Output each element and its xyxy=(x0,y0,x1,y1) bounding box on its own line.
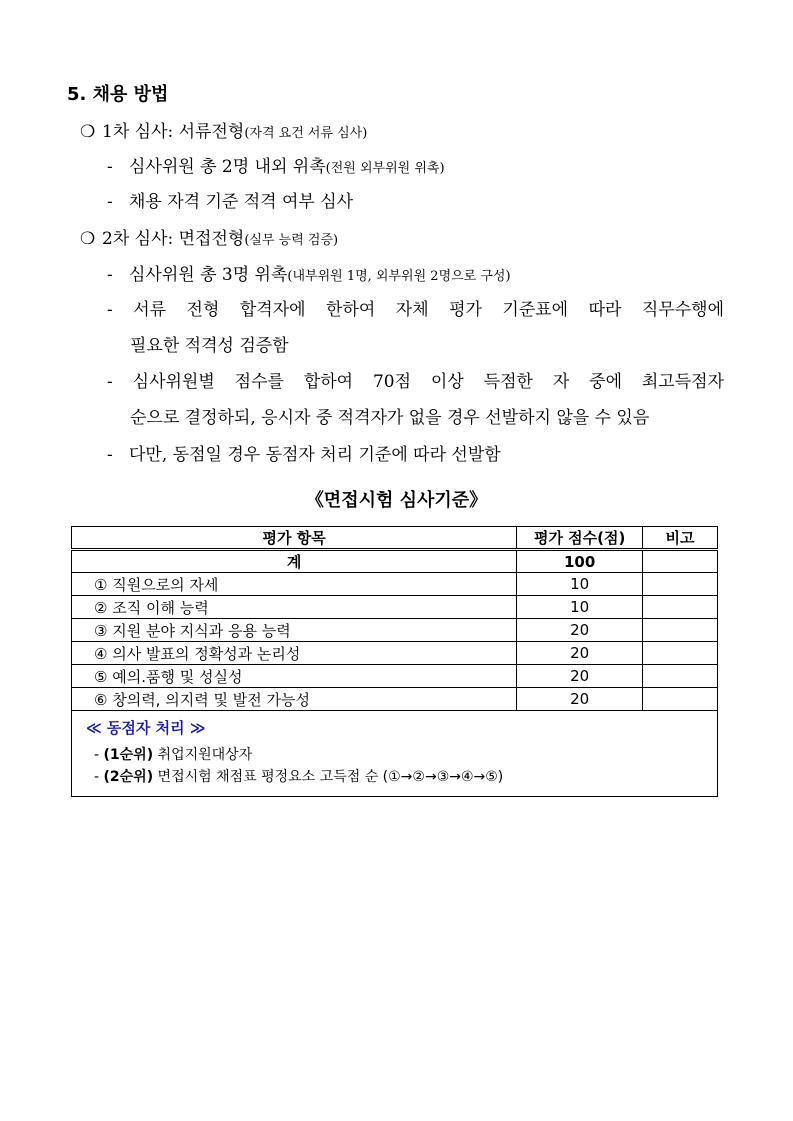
header-note: 비고 xyxy=(643,527,718,550)
stage2-label: 2차 심사: 면접전형 xyxy=(102,229,245,249)
note-cell xyxy=(643,596,718,619)
note-cell xyxy=(643,642,718,665)
note-cell xyxy=(643,619,718,642)
list-item: - 채용 자격 기준 적격 여부 심사 xyxy=(107,192,354,212)
dash-bullet: - xyxy=(107,445,113,465)
header-score: 평가 점수(점) xyxy=(517,527,643,550)
table-title: 《면접시험 심사기준》 xyxy=(305,490,488,511)
note-cell xyxy=(643,550,718,573)
dash-bullet: - xyxy=(107,157,113,177)
tie-rule-1: - (1순위) 취업지원대상자 xyxy=(94,747,253,763)
list-item: - 심사위원 총 2명 내외 위촉(전원 외부위원 위촉) xyxy=(107,157,445,177)
criteria-table xyxy=(71,526,718,797)
dash-bullet: - xyxy=(107,265,113,285)
table-row: ⑤ 예의.품행 및 성실성 20 xyxy=(72,665,718,688)
list-item: - 심사위원별 점수를 합하여 70점 이상 득점한 자 중에 최고득점자 xyxy=(107,372,724,392)
table-row: ① 직원으로의 자세 10 xyxy=(72,573,718,596)
stage1-label: 1차 심사: 서류전형 xyxy=(102,122,245,142)
dash-bullet: - xyxy=(107,192,113,212)
list-item: - 심사위원 총 3명 위촉(내부위원 1명, 외부위원 2명으로 구성) xyxy=(107,265,511,285)
list-item-continuation: 순으로 결정하되, 응시자 중 적격자가 없을 경우 선발하지 않을 수 있음 xyxy=(130,408,650,428)
table-row: ③ 지원 분야 지식과 응용 능력 20 xyxy=(72,619,718,642)
tie-rank: (2순위) xyxy=(103,769,154,785)
note-cell xyxy=(643,665,718,688)
tie-cell xyxy=(72,711,718,797)
tie-rule-2: - (2순위) 면접시험 채점표 평정요소 고득점 순 (①→②→③→④→⑤) xyxy=(94,769,504,785)
note-cell xyxy=(643,573,718,596)
circle-bullet-icon: ❍ xyxy=(80,229,96,249)
tie-title: ≪ 동점자 처리 ≫ xyxy=(86,719,206,737)
dash-bullet: - xyxy=(107,372,113,392)
dash-bullet: - xyxy=(107,300,113,320)
header-item: 평가 항목 xyxy=(72,527,517,550)
table-row: ② 조직 이해 능력 10 xyxy=(72,596,718,619)
total-score: 100 xyxy=(517,550,643,573)
section-title: 5. 채용 방법 xyxy=(67,84,169,105)
circle-bullet-icon: ❍ xyxy=(80,122,96,142)
total-label: 계 xyxy=(72,550,517,573)
stage1-note: (자격 요건 서류 심사) xyxy=(244,126,368,141)
stage2-note: (실무 능력 검증) xyxy=(244,233,339,248)
table-header-row xyxy=(72,527,718,550)
note-cell xyxy=(643,688,718,711)
list-item: - 다만, 동점일 경우 동점자 처리 기준에 따라 선발함 xyxy=(107,445,501,465)
list-item-continuation: 필요한 적격성 검증함 xyxy=(130,336,289,356)
total-row xyxy=(72,550,718,573)
tie-row xyxy=(72,711,718,797)
list-item: - 서류 전형 합격자에 한하여 자체 평가 기준표에 따라 직무수행에 xyxy=(107,300,725,320)
table-row: ⑥ 창의력, 의지력 및 발전 가능성 20 xyxy=(72,688,718,711)
stage2-heading xyxy=(80,224,338,249)
stage1-heading xyxy=(80,117,367,142)
tie-rank: (1순위) xyxy=(103,747,154,763)
table-row: ④ 의사 발표의 정확성과 논리성 20 xyxy=(72,642,718,665)
